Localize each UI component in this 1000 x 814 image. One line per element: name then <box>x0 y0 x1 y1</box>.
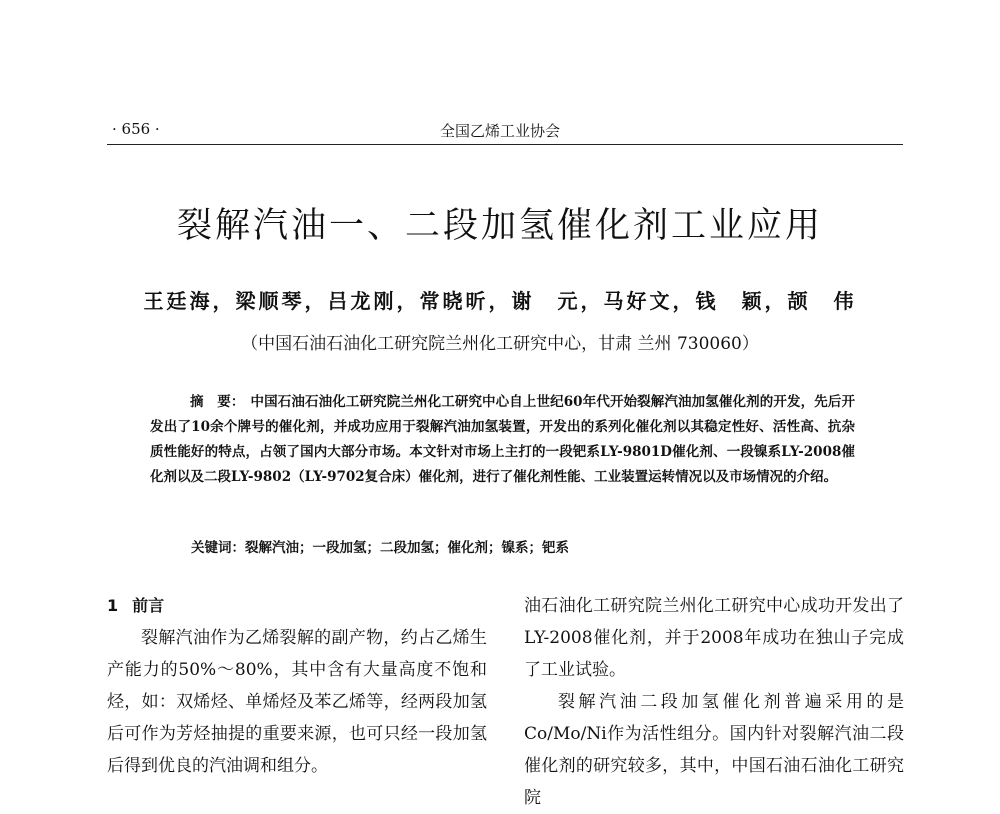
section-number: 1 <box>107 596 119 615</box>
body-paragraph: 裂解汽油作为乙烯裂解的副产物，约占乙烯生产能力的50%～80%，其中含有大量高度不饱和烃，如：双烯烃、单烯烃及苯乙烯等，经两段加氢后可作为芳烃抽提的重要来源，也可只经一段加氢后得到优良的汽油调和组分。 <box>107 628 487 776</box>
abstract-text: 中国石油石油化工研究院兰州化工研究中心自上世纪60年代开始裂解汽油加氢催化剂的开发，先后开发出了10余个牌号的催化剂，并成功应用于裂解汽油加氢装置，开发出的系列化催化剂以其稳定性好、活性高、抗杂质性能好的特点，占领了国内大部分市场。本文针对市场上主打的一段钯系LY-9801D催化剂、一段镍系LY-2008催化剂以及二段LY-9802（LY-9702复合床）催化剂，进行了催化剂性能、工业装置运转情况以及市场情况的介绍。 <box>150 394 856 485</box>
section-title: 前言 <box>132 596 165 615</box>
body-paragraph: 裂解汽油二段加氢催化剂普遍采用的是Co/Mo/Ni作为活性组分。国内针对裂解汽油二段催化剂的研究较多，其中，中国石油石油化工研究院 <box>524 692 904 808</box>
keywords-label: 关键词： <box>191 540 245 556</box>
abstract-label: 摘 要： <box>190 394 245 410</box>
section-heading <box>107 590 487 622</box>
header-divider <box>107 144 903 145</box>
body-left-column <box>107 590 487 782</box>
author-list: 王廷海，梁顺琴，吕龙刚，常晓昕，谢 元，马好文，钱 颖，颉 伟 <box>143 289 857 313</box>
affiliation: （中国石油石油化工研究院兰州化工研究中心，甘肃 兰州 730060） <box>241 334 759 354</box>
keywords-text: 裂解汽油；一段加氢；二段加氢；催化剂；镍系；钯系 <box>245 540 569 556</box>
body-right-column <box>524 590 904 814</box>
body-paragraph-continued: 油石油化工研究院兰州化工研究中心成功开发出了LY-2008催化剂，并于2008年成功在独山子完成了工业试验。 <box>524 596 904 680</box>
abstract <box>150 390 855 490</box>
article-title: 裂解汽油一、二段加氢催化剂工业应用 <box>176 206 823 246</box>
journal-name: 全国乙烯工业协会 <box>439 122 560 140</box>
page-number: · 656 · <box>112 120 160 138</box>
keywords <box>191 536 851 556</box>
